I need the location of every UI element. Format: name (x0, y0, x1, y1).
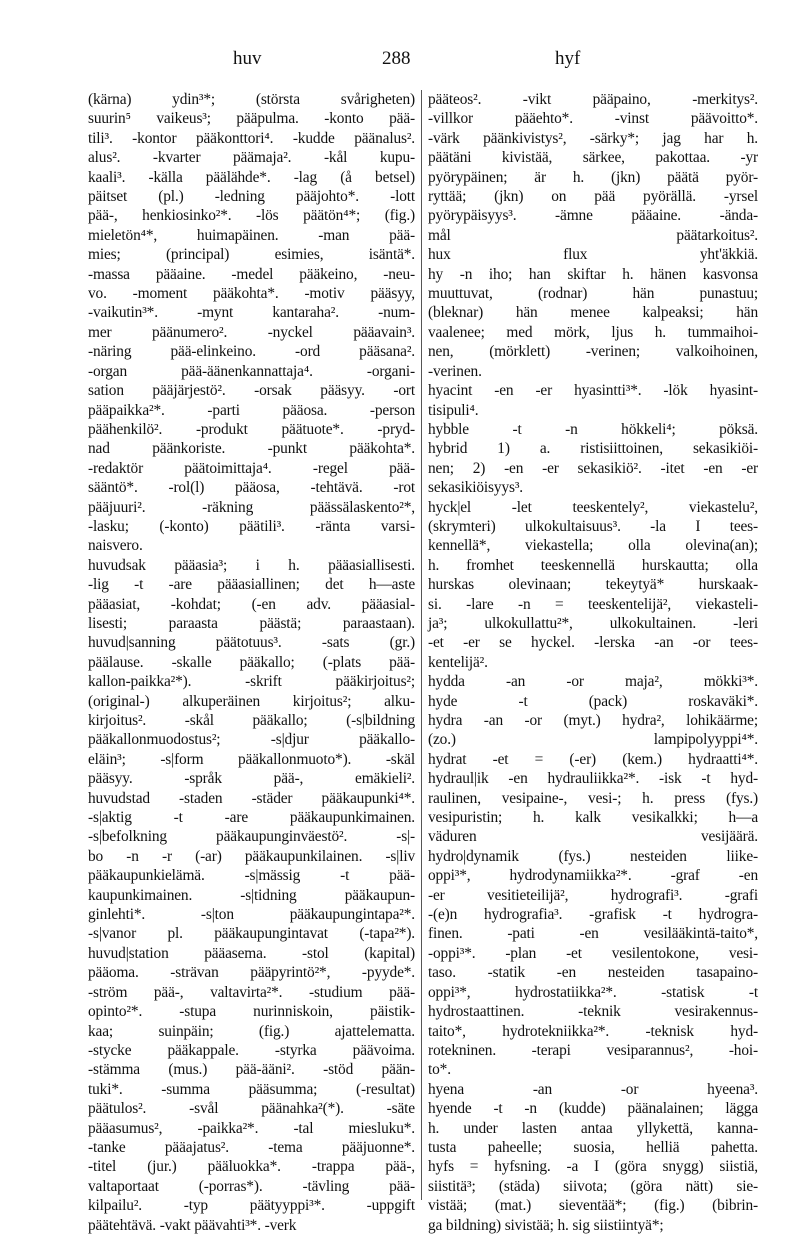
text-line: vesipuristin; h. kalk vesikalkki; h—a (428, 809, 758, 827)
text-line: vaalenee; med mörk, ljus h. tummaihoi- (428, 323, 758, 341)
text-line: huvudstad -staden -städer pääkaupunki⁴*. (88, 789, 415, 807)
text-line: ga bildning) sivistää; h. sig siistiintyä*; (428, 1216, 664, 1234)
text-line: pääsyy. -språk pää-, emäkieli². (88, 770, 415, 788)
text-line: -titel (jur.) pääluokka*. -trappa pää-, (88, 1158, 415, 1176)
text-line: -tanke pääajatus². -tema pääjuonne*. (88, 1138, 415, 1156)
text-line: -värk päänkivistys², -särky*; jag har h. (428, 129, 758, 147)
text-line: -lasku; (-konto) päätili³. -ränta varsi- (88, 517, 415, 535)
text-line: kaa; suinpäin; (fig.) ajattelematta. (88, 1022, 415, 1040)
text-line: mål päätarkoitus². (428, 226, 758, 244)
text-line: pääjuuri². -räkning päässälaskento²*, (88, 498, 415, 516)
text-line: (zo.) lampipolyyppi⁴*. (428, 731, 758, 749)
text-line: siistitä³; (städa) siivota; (göra nätt) sie- (428, 1177, 758, 1195)
text-line: pääasiat, -kohdat; (-en adv. pääasial- (88, 595, 415, 613)
text-line: huvud|station pääasema. -stol (kapital) (88, 944, 415, 962)
text-line: hybrid 1) a. ristisiittoinen, sekasikiöi- (428, 440, 758, 458)
text-line: raulinen, vesipaine-, vesi-; h. press (fys.) (428, 789, 758, 807)
text-line: hydrostaattinen. -teknik vesirakennus- (428, 1003, 758, 1021)
text-line: (kärna) ydin³*; (största svårigheten) (88, 91, 415, 108)
text-line: sääntö*. -rol(l) pääosa, -tehtävä. -rot (88, 479, 415, 497)
text-line: hyena -an -or hyeena³. (428, 1080, 758, 1098)
text-line: to*. (428, 1061, 451, 1079)
text-line: hydda -an -or maja², mökki³*. (428, 673, 758, 691)
text-line: eläin³; -s|form pääkallonmuoto*). -skäl (88, 750, 415, 768)
text-line: ryttää; (jkn) on pää pyörällä. -yrsel (428, 188, 758, 206)
text-line: muuttuvat, (rodnar) hän punastuu; (428, 285, 758, 303)
text-line: tili³. -kontor pääkonttori⁴. -kudde päänalus². (88, 129, 415, 147)
text-line: nen, (mörklett) -verinen; valkoihoinen, (428, 343, 758, 361)
text-line: kallon-paikka²*). -skrift pääkirjoitus²; (88, 673, 415, 691)
text-line: päälause. -skalle pääkallo; (-plats pää- (88, 653, 415, 671)
text-line: taito*, hydrotekniikka²*. -teknisk hyd- (428, 1022, 758, 1040)
text-line: -massa pääaine. -medel pääkeino, -neu- (88, 265, 415, 283)
left-column (88, 90, 415, 1234)
text-line: tisipuli⁴. (428, 401, 479, 419)
text-line: pääkaupunkielämä. -s|mässig -t pää- (88, 867, 415, 885)
text-line: -stycke pääkappale. -styrka päävoima. (88, 1041, 415, 1059)
text-line: suurin⁵ vaikeus³; pääpulma. -konto pää- (88, 110, 415, 128)
page-header (0, 48, 808, 76)
text-line: päätulos². -svål päänahka²(*). -säte (88, 1100, 415, 1118)
header-left-guide-word: huv (233, 48, 262, 69)
text-line: sation pääjärjestö². -orsak pääsyy. -ort (88, 382, 415, 400)
text-line: -vaikutin³*. -mynt kantaraha². -num- (88, 304, 415, 322)
text-line: hyck|el -let teeskentely², viekastelu², (428, 498, 758, 516)
text-line: lisesti; paraasta päästä; paraastaan). (88, 614, 415, 632)
text-line: hyde -t (pack) roskaväki*. (428, 692, 758, 710)
text-line: -(e)n hydrografia³. -grafisk -t hydrogra- (428, 906, 758, 924)
text-line: taso. -statik -en nesteiden tasapaino- (428, 964, 758, 982)
text-line: kennellä*, viekastella; olla olevina(an); (428, 537, 758, 555)
text-line: väduren vesijäärä. (428, 828, 758, 846)
text-line: -et -er se hyckel. -lerska -an -or tees- (428, 634, 758, 652)
text-line: -näring pää-elinkeino. -ord pääsana². (88, 343, 415, 361)
text-line: hybble -t -n hökkeli⁴; pöksä. (428, 420, 758, 438)
column-divider (421, 90, 422, 1200)
text-line: tuki*. -summa pääsumma; (-resultat) (88, 1080, 415, 1098)
text-line: hyacint -en -er hyasintti³*. -lök hyasint- (428, 382, 758, 400)
text-line: päähenkilö². -produkt päätuote*. -pryd- (88, 420, 415, 438)
text-line: rotekninen. -terapi vesiparannus², -hoi- (428, 1041, 758, 1059)
text-line: päätehtävä. -vakt päävahti³*. -verk (88, 1216, 297, 1234)
text-line: hux flux yht'äkkiä. (428, 246, 758, 264)
text-line: kaali³. -källa päälähde*. -lag (å betsel) (88, 168, 415, 186)
text-line: finen. -pati -en vesilääkintä-taito*, (428, 925, 758, 943)
text-line: kirjoitus². -skål pääkallo; (-s|bildning (88, 712, 415, 729)
text-line: mies; (principal) esimies, isäntä*. (88, 246, 415, 264)
text-line: mer päänumero². -nyckel pääavain³. (88, 323, 415, 341)
text-line: kaupunkimainen. -s|tidning pääkaupun- (88, 886, 415, 904)
text-line: h. fromhet teeskennellä hurskautta; olla (428, 556, 758, 574)
text-line: naisvero. (88, 537, 143, 555)
text-line: (skrymteri) ulkokultaisuus³. -la I tees- (428, 517, 758, 535)
text-line: nad päänkoriste. -punkt pääkohta*. (88, 440, 415, 458)
text-line: hy -n iho; han skiftar h. hänen kasvonsa (428, 265, 758, 283)
text-line: vo. -moment pääkohta*. -motiv pääsyy, (88, 285, 415, 303)
text-line: (bleknar) hän menee kalpeaksi; hän (428, 304, 758, 322)
text-line: pääteos². -vikt pääpaino, -merkitys². (428, 91, 758, 108)
page-number: 288 (382, 48, 411, 69)
text-line: huvudsak pääasia³; i h. pääasiallisesti. (88, 556, 415, 574)
text-line: oppi³*, hydrostatiikka²*. -statisk -t (428, 983, 758, 1001)
text-line: -s|vanor pl. pääkaupungintavat (-tapa²*). (88, 925, 415, 943)
text-line: -er vesitieteilijä², hydrografi³. -grafi (428, 886, 758, 904)
header-right-guide-word: hyf (555, 48, 581, 69)
text-line: -redaktör päätoimittaja⁴. -regel pää- (88, 459, 415, 477)
text-line: hydraul|ik -en hydrauliikka²*. -isk -t hyd- (428, 770, 758, 788)
text-line: -ström pää-, valtavirta²*. -studium pää- (88, 983, 415, 1001)
text-line: h. under lasten antaa yllykettä, kanna- (428, 1119, 758, 1137)
text-line: -stämma (mus.) pää-ääni². -stöd pään- (88, 1061, 415, 1079)
text-line: kilpailu². -typ päätyyppi³*. -uppgift (88, 1197, 415, 1215)
text-line: hydro|dynamik (fys.) nesteiden liike- (428, 847, 758, 865)
text-line: -s|aktig -t -are pääkaupunkimainen. (88, 809, 415, 827)
text-line: pääpaikka²*. -parti pääosa. -person (88, 401, 415, 419)
text-line: pää-, henkiosinko²*. -lös päätön⁴*; (fig.) (88, 207, 415, 225)
text-line: bo -n -r (-ar) pääkaupunkilainen. -s|liv (88, 847, 415, 865)
text-line: ginlehti*. -s|ton pääkaupungintapa²*. (88, 906, 415, 924)
text-line: hyfs = hyfsning. -a I (göra snygg) siistiä, (428, 1158, 758, 1176)
text-line: hurskas olevinaan; tekeytyä* hurskaak- (428, 576, 758, 594)
text-line: -oppi³*. -plan -et vesilentokone, vesi- (428, 944, 758, 962)
text-line: nen; 2) -en -er sekasikiö². -itet -en -er (428, 459, 758, 477)
text-line: pääkallonmuodostus²; -s|djur pääkallo- (88, 731, 415, 749)
text-line: sekasikiöisyys³. (428, 479, 523, 497)
text-line: päätäni kivistää, särkee, pakottaa. -yr (428, 149, 758, 167)
text-line: -s|befolkning pääkaupunginväestö². -s|- (88, 828, 415, 846)
right-column (428, 90, 758, 1234)
text-line: alus². -kvarter päämaja². -kål kupu- (88, 149, 415, 167)
text-line: valtaportaat (-porras*). -tävling pää- (88, 1177, 415, 1195)
text-line: -lig -t -are pääasiallinen; det h—aste (88, 576, 415, 594)
text-line: vistää; (mat.) sieventää*; (fig.) (bibrin- (428, 1197, 758, 1215)
text-line: hyende -t -n (kudde) päänalainen; lägga (428, 1100, 758, 1118)
text-line: -villkor pääehto*. -vinst päävoitto*. (428, 110, 758, 128)
text-line: pääasumus², -paikka²*. -tal miesluku*. (88, 1119, 415, 1137)
text-line: kentelijä². (428, 653, 488, 671)
text-line: -verinen. (428, 362, 482, 380)
text-line: -organ pää-äänenkannattaja⁴. -organi- (88, 362, 415, 380)
text-line: tusta paheelle; suosia, helliä pahetta. (428, 1138, 758, 1156)
text-line: (original-) alkuperäinen kirjoitus²; alku- (88, 692, 415, 710)
text-line: hydra -an -or (myt.) hydra², lohikäärme; (428, 712, 758, 729)
text-line: hydrat -et = (-er) (kem.) hydraatti⁴*. (428, 750, 758, 768)
text-line: ja³; ulkokullattu²*, ulkokultainen. -leri (428, 614, 758, 632)
text-line: pääoma. -strävan pääpyrintö²*, -pyyde*. (88, 964, 415, 982)
text-line: huvud|sanning päätotuus³. -sats (gr.) (88, 634, 415, 652)
text-line: pyörypäinen; är h. (jkn) päätä pyör- (428, 168, 758, 186)
text-line: si. -lare -n = teeskentelijä², viekasteli- (428, 595, 758, 613)
text-line: pyörypäisyys³. -ämne pääaine. -ända- (428, 207, 758, 225)
text-line: oppi³*, hydrodynamiikka²*. -graf -en (428, 867, 758, 885)
text-line: mieletön⁴*, huimapäinen. -man pää- (88, 226, 415, 244)
text-line: opinto²*. -stupa nurinniskoin, päistik- (88, 1003, 415, 1021)
text-line: päitset (pl.) -ledning pääjohto*. -lott (88, 188, 415, 206)
